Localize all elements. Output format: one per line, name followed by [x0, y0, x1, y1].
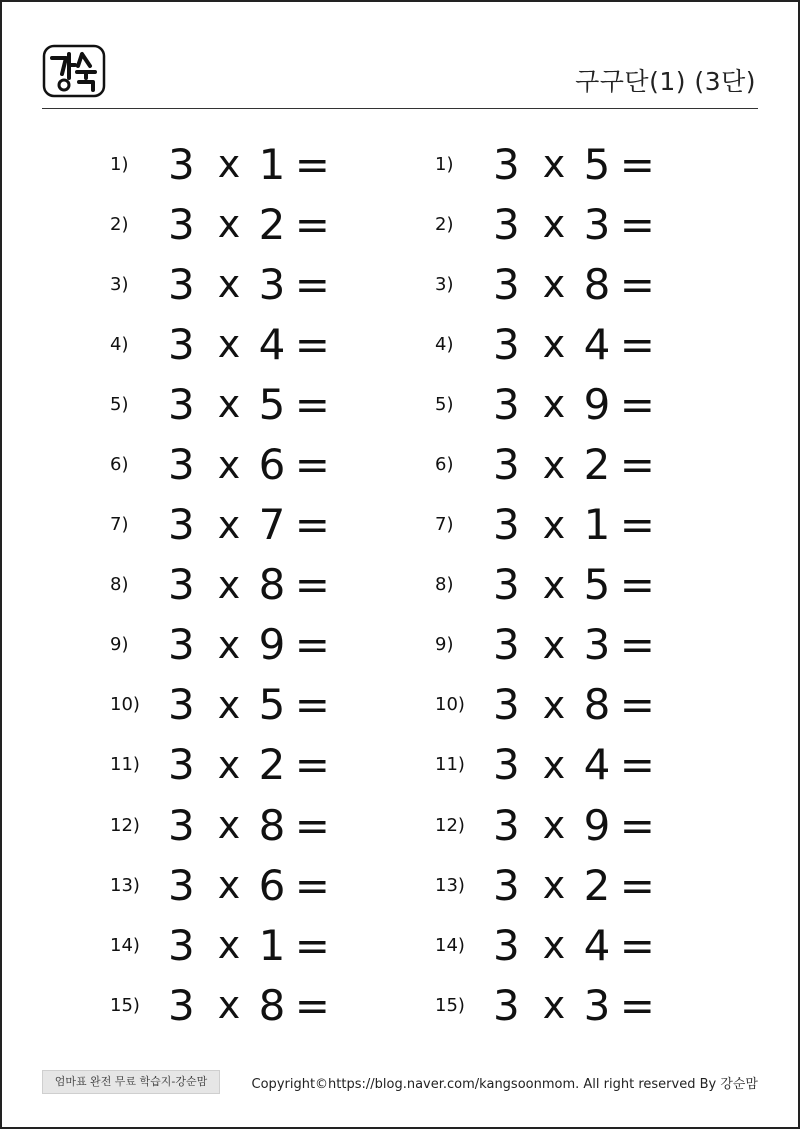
problem-row — [110, 555, 330, 615]
operand-a: 3 — [493, 319, 520, 369]
problem-row — [435, 495, 655, 555]
problem-row — [110, 194, 330, 254]
equals-sign: = — [619, 500, 655, 550]
problem-number: 9) — [110, 634, 129, 656]
times-sign: x — [542, 622, 566, 667]
equals-sign: = — [619, 379, 655, 429]
right-problem-column — [435, 134, 655, 1035]
problem-row — [435, 434, 655, 494]
problem-number: 3) — [110, 273, 129, 295]
problem-number: 11) — [435, 754, 465, 776]
problem-number: 15) — [435, 994, 465, 1016]
problem-expression — [493, 861, 655, 910]
operand-b: 2 — [583, 860, 611, 910]
problem-number: 5) — [435, 393, 454, 415]
problem-row — [110, 615, 330, 675]
operand-a: 3 — [168, 440, 195, 490]
operand-b: 3 — [583, 620, 611, 670]
equals-sign: = — [619, 319, 655, 369]
operand-b: 4 — [583, 920, 611, 970]
problem-number: 6) — [435, 454, 454, 476]
equals-sign: = — [294, 740, 330, 790]
times-sign: x — [217, 382, 241, 427]
times-sign: x — [217, 682, 241, 727]
problem-expression — [493, 921, 655, 970]
operand-a: 3 — [168, 500, 195, 550]
problem-row — [110, 735, 330, 795]
equals-sign: = — [619, 620, 655, 670]
kangsoon-logo-icon — [42, 44, 106, 98]
problem-number: 9) — [435, 634, 454, 656]
problem-expression — [168, 260, 330, 309]
equals-sign: = — [619, 800, 655, 850]
operand-b: 7 — [258, 500, 286, 550]
operand-b: 8 — [583, 259, 611, 309]
times-sign: x — [217, 502, 241, 547]
problem-number: 10) — [110, 694, 140, 716]
operand-a: 3 — [168, 680, 195, 730]
operand-b: 8 — [258, 980, 286, 1030]
times-sign: x — [542, 803, 566, 848]
problem-number: 8) — [110, 574, 129, 596]
equals-sign: = — [294, 440, 330, 490]
equals-sign: = — [619, 980, 655, 1030]
problem-expression — [493, 981, 655, 1030]
problem-row — [435, 795, 655, 855]
operand-b: 3 — [583, 980, 611, 1030]
problem-row — [435, 374, 655, 434]
problem-row — [435, 975, 655, 1035]
equals-sign: = — [294, 680, 330, 730]
problem-expression — [493, 380, 655, 429]
problem-expression — [168, 140, 330, 189]
problem-row — [110, 795, 330, 855]
operand-b: 5 — [258, 379, 286, 429]
equals-sign: = — [294, 500, 330, 550]
operand-a: 3 — [493, 259, 520, 309]
problem-number: 13) — [435, 874, 465, 896]
times-sign: x — [217, 742, 241, 787]
operand-a: 3 — [493, 500, 520, 550]
operand-a: 3 — [493, 560, 520, 610]
operand-a: 3 — [168, 259, 195, 309]
operand-a: 3 — [168, 740, 195, 790]
operand-b: 4 — [258, 319, 286, 369]
equals-sign: = — [294, 560, 330, 610]
problem-expression — [168, 440, 330, 489]
operand-b: 1 — [258, 139, 286, 189]
problem-expression — [168, 620, 330, 669]
operand-b: 5 — [258, 680, 286, 730]
problem-expression — [493, 500, 655, 549]
times-sign: x — [217, 622, 241, 667]
problem-number: 4) — [110, 333, 129, 355]
times-sign: x — [217, 202, 241, 247]
problem-row — [435, 855, 655, 915]
problem-expression — [493, 200, 655, 249]
times-sign: x — [542, 142, 566, 187]
operand-a: 3 — [493, 139, 520, 189]
operand-a: 3 — [168, 860, 195, 910]
problem-row — [110, 975, 330, 1035]
operand-a: 3 — [168, 920, 195, 970]
operand-b: 3 — [258, 259, 286, 309]
times-sign: x — [542, 742, 566, 787]
problem-expression — [493, 440, 655, 489]
problem-expression — [168, 560, 330, 609]
problem-number: 8) — [435, 574, 454, 596]
operand-b: 9 — [258, 620, 286, 670]
operand-b: 1 — [583, 500, 611, 550]
problem-number: 13) — [110, 874, 140, 896]
problem-row — [110, 134, 330, 194]
operand-a: 3 — [493, 800, 520, 850]
problem-row — [435, 915, 655, 975]
problem-row — [110, 374, 330, 434]
operand-b: 8 — [258, 800, 286, 850]
times-sign: x — [217, 803, 241, 848]
problem-expression — [168, 801, 330, 850]
problem-row — [110, 254, 330, 314]
equals-sign: = — [294, 980, 330, 1030]
equals-sign: = — [619, 560, 655, 610]
problem-expression — [168, 921, 330, 970]
problem-number: 1) — [435, 153, 454, 175]
problem-number: 2) — [110, 213, 129, 235]
problem-expression — [493, 140, 655, 189]
problem-number: 4) — [435, 333, 454, 355]
times-sign: x — [542, 322, 566, 367]
equals-sign: = — [619, 860, 655, 910]
equals-sign: = — [294, 139, 330, 189]
times-sign: x — [542, 262, 566, 307]
problem-row — [110, 314, 330, 374]
problem-row — [435, 134, 655, 194]
operand-a: 3 — [493, 860, 520, 910]
operand-a: 3 — [493, 920, 520, 970]
problem-number: 11) — [110, 754, 140, 776]
problem-expression — [168, 680, 330, 729]
operand-b: 4 — [583, 740, 611, 790]
times-sign: x — [542, 682, 566, 727]
equals-sign: = — [619, 139, 655, 189]
problem-expression — [168, 200, 330, 249]
times-sign: x — [542, 863, 566, 908]
problem-row — [435, 254, 655, 314]
problem-number: 12) — [435, 814, 465, 836]
problem-expression — [493, 740, 655, 789]
equals-sign: = — [294, 379, 330, 429]
problem-row — [110, 915, 330, 975]
problem-expression — [168, 500, 330, 549]
problem-row — [435, 675, 655, 735]
operand-b: 2 — [583, 440, 611, 490]
operand-a: 3 — [493, 680, 520, 730]
problem-expression — [168, 320, 330, 369]
equals-sign: = — [294, 860, 330, 910]
problem-expression — [168, 981, 330, 1030]
times-sign: x — [542, 562, 566, 607]
problem-number: 2) — [435, 213, 454, 235]
operand-a: 3 — [168, 139, 195, 189]
operand-b: 2 — [258, 740, 286, 790]
operand-b: 5 — [583, 139, 611, 189]
operand-a: 3 — [493, 199, 520, 249]
equals-sign: = — [619, 199, 655, 249]
operand-b: 8 — [258, 560, 286, 610]
equals-sign: = — [294, 800, 330, 850]
equals-sign: = — [294, 920, 330, 970]
footer-badge: 엄마표 완전 무료 학습지-강순맘 — [42, 1070, 220, 1094]
problem-number: 10) — [435, 694, 465, 716]
footer-copyright: Copyright©https://blog.naver.com/kangsoonmom. All right reserved By 강순맘 — [251, 1077, 758, 1092]
times-sign: x — [217, 142, 241, 187]
problem-number: 5) — [110, 393, 129, 415]
operand-b: 6 — [258, 860, 286, 910]
operand-b: 2 — [258, 199, 286, 249]
times-sign: x — [542, 502, 566, 547]
problem-expression — [493, 560, 655, 609]
problem-number: 6) — [110, 454, 129, 476]
operand-b: 3 — [583, 199, 611, 249]
operand-b: 9 — [583, 379, 611, 429]
equals-sign: = — [619, 259, 655, 309]
operand-b: 9 — [583, 800, 611, 850]
problem-number: 3) — [435, 273, 454, 295]
problem-expression — [493, 620, 655, 669]
equals-sign: = — [294, 620, 330, 670]
problem-expression — [493, 680, 655, 729]
equals-sign: = — [294, 319, 330, 369]
times-sign: x — [217, 262, 241, 307]
problem-expression — [168, 861, 330, 910]
problem-row — [435, 314, 655, 374]
operand-b: 4 — [583, 319, 611, 369]
operand-a: 3 — [493, 740, 520, 790]
problem-row — [110, 495, 330, 555]
equals-sign: = — [619, 680, 655, 730]
equals-sign: = — [619, 920, 655, 970]
times-sign: x — [217, 322, 241, 367]
equals-sign: = — [619, 440, 655, 490]
problem-number: 14) — [435, 934, 465, 956]
operand-a: 3 — [493, 440, 520, 490]
times-sign: x — [542, 382, 566, 427]
problem-expression — [168, 740, 330, 789]
times-sign: x — [542, 923, 566, 968]
times-sign: x — [542, 202, 566, 247]
problem-expression — [493, 801, 655, 850]
operand-b: 1 — [258, 920, 286, 970]
page-title: 구구단(1) (3단) — [575, 67, 756, 96]
problem-row — [110, 855, 330, 915]
equals-sign: = — [619, 740, 655, 790]
times-sign: x — [217, 923, 241, 968]
operand-a: 3 — [493, 379, 520, 429]
times-sign: x — [217, 442, 241, 487]
problem-number: 7) — [435, 514, 454, 536]
operand-b: 8 — [583, 680, 611, 730]
equals-sign: = — [294, 259, 330, 309]
times-sign: x — [217, 562, 241, 607]
header-divider — [42, 108, 758, 109]
problem-row — [110, 675, 330, 735]
operand-a: 3 — [168, 620, 195, 670]
problem-number: 7) — [110, 514, 129, 536]
operand-b: 5 — [583, 560, 611, 610]
problem-number: 12) — [110, 814, 140, 836]
times-sign: x — [217, 863, 241, 908]
problem-row — [110, 434, 330, 494]
times-sign: x — [542, 983, 566, 1028]
times-sign: x — [217, 983, 241, 1028]
problem-expression — [493, 320, 655, 369]
times-sign: x — [542, 442, 566, 487]
problem-number: 15) — [110, 994, 140, 1016]
problem-expression — [168, 380, 330, 429]
problem-row — [435, 735, 655, 795]
problem-row — [435, 194, 655, 254]
operand-b: 6 — [258, 440, 286, 490]
left-problem-column — [110, 134, 330, 1035]
problem-expression — [493, 260, 655, 309]
operand-a: 3 — [168, 379, 195, 429]
operand-a: 3 — [493, 980, 520, 1030]
operand-a: 3 — [168, 560, 195, 610]
problem-row — [435, 555, 655, 615]
operand-a: 3 — [168, 319, 195, 369]
equals-sign: = — [294, 199, 330, 249]
problem-number: 14) — [110, 934, 140, 956]
operand-a: 3 — [168, 800, 195, 850]
problem-row — [435, 615, 655, 675]
operand-a: 3 — [168, 980, 195, 1030]
operand-a: 3 — [493, 620, 520, 670]
operand-a: 3 — [168, 199, 195, 249]
problem-number: 1) — [110, 153, 129, 175]
